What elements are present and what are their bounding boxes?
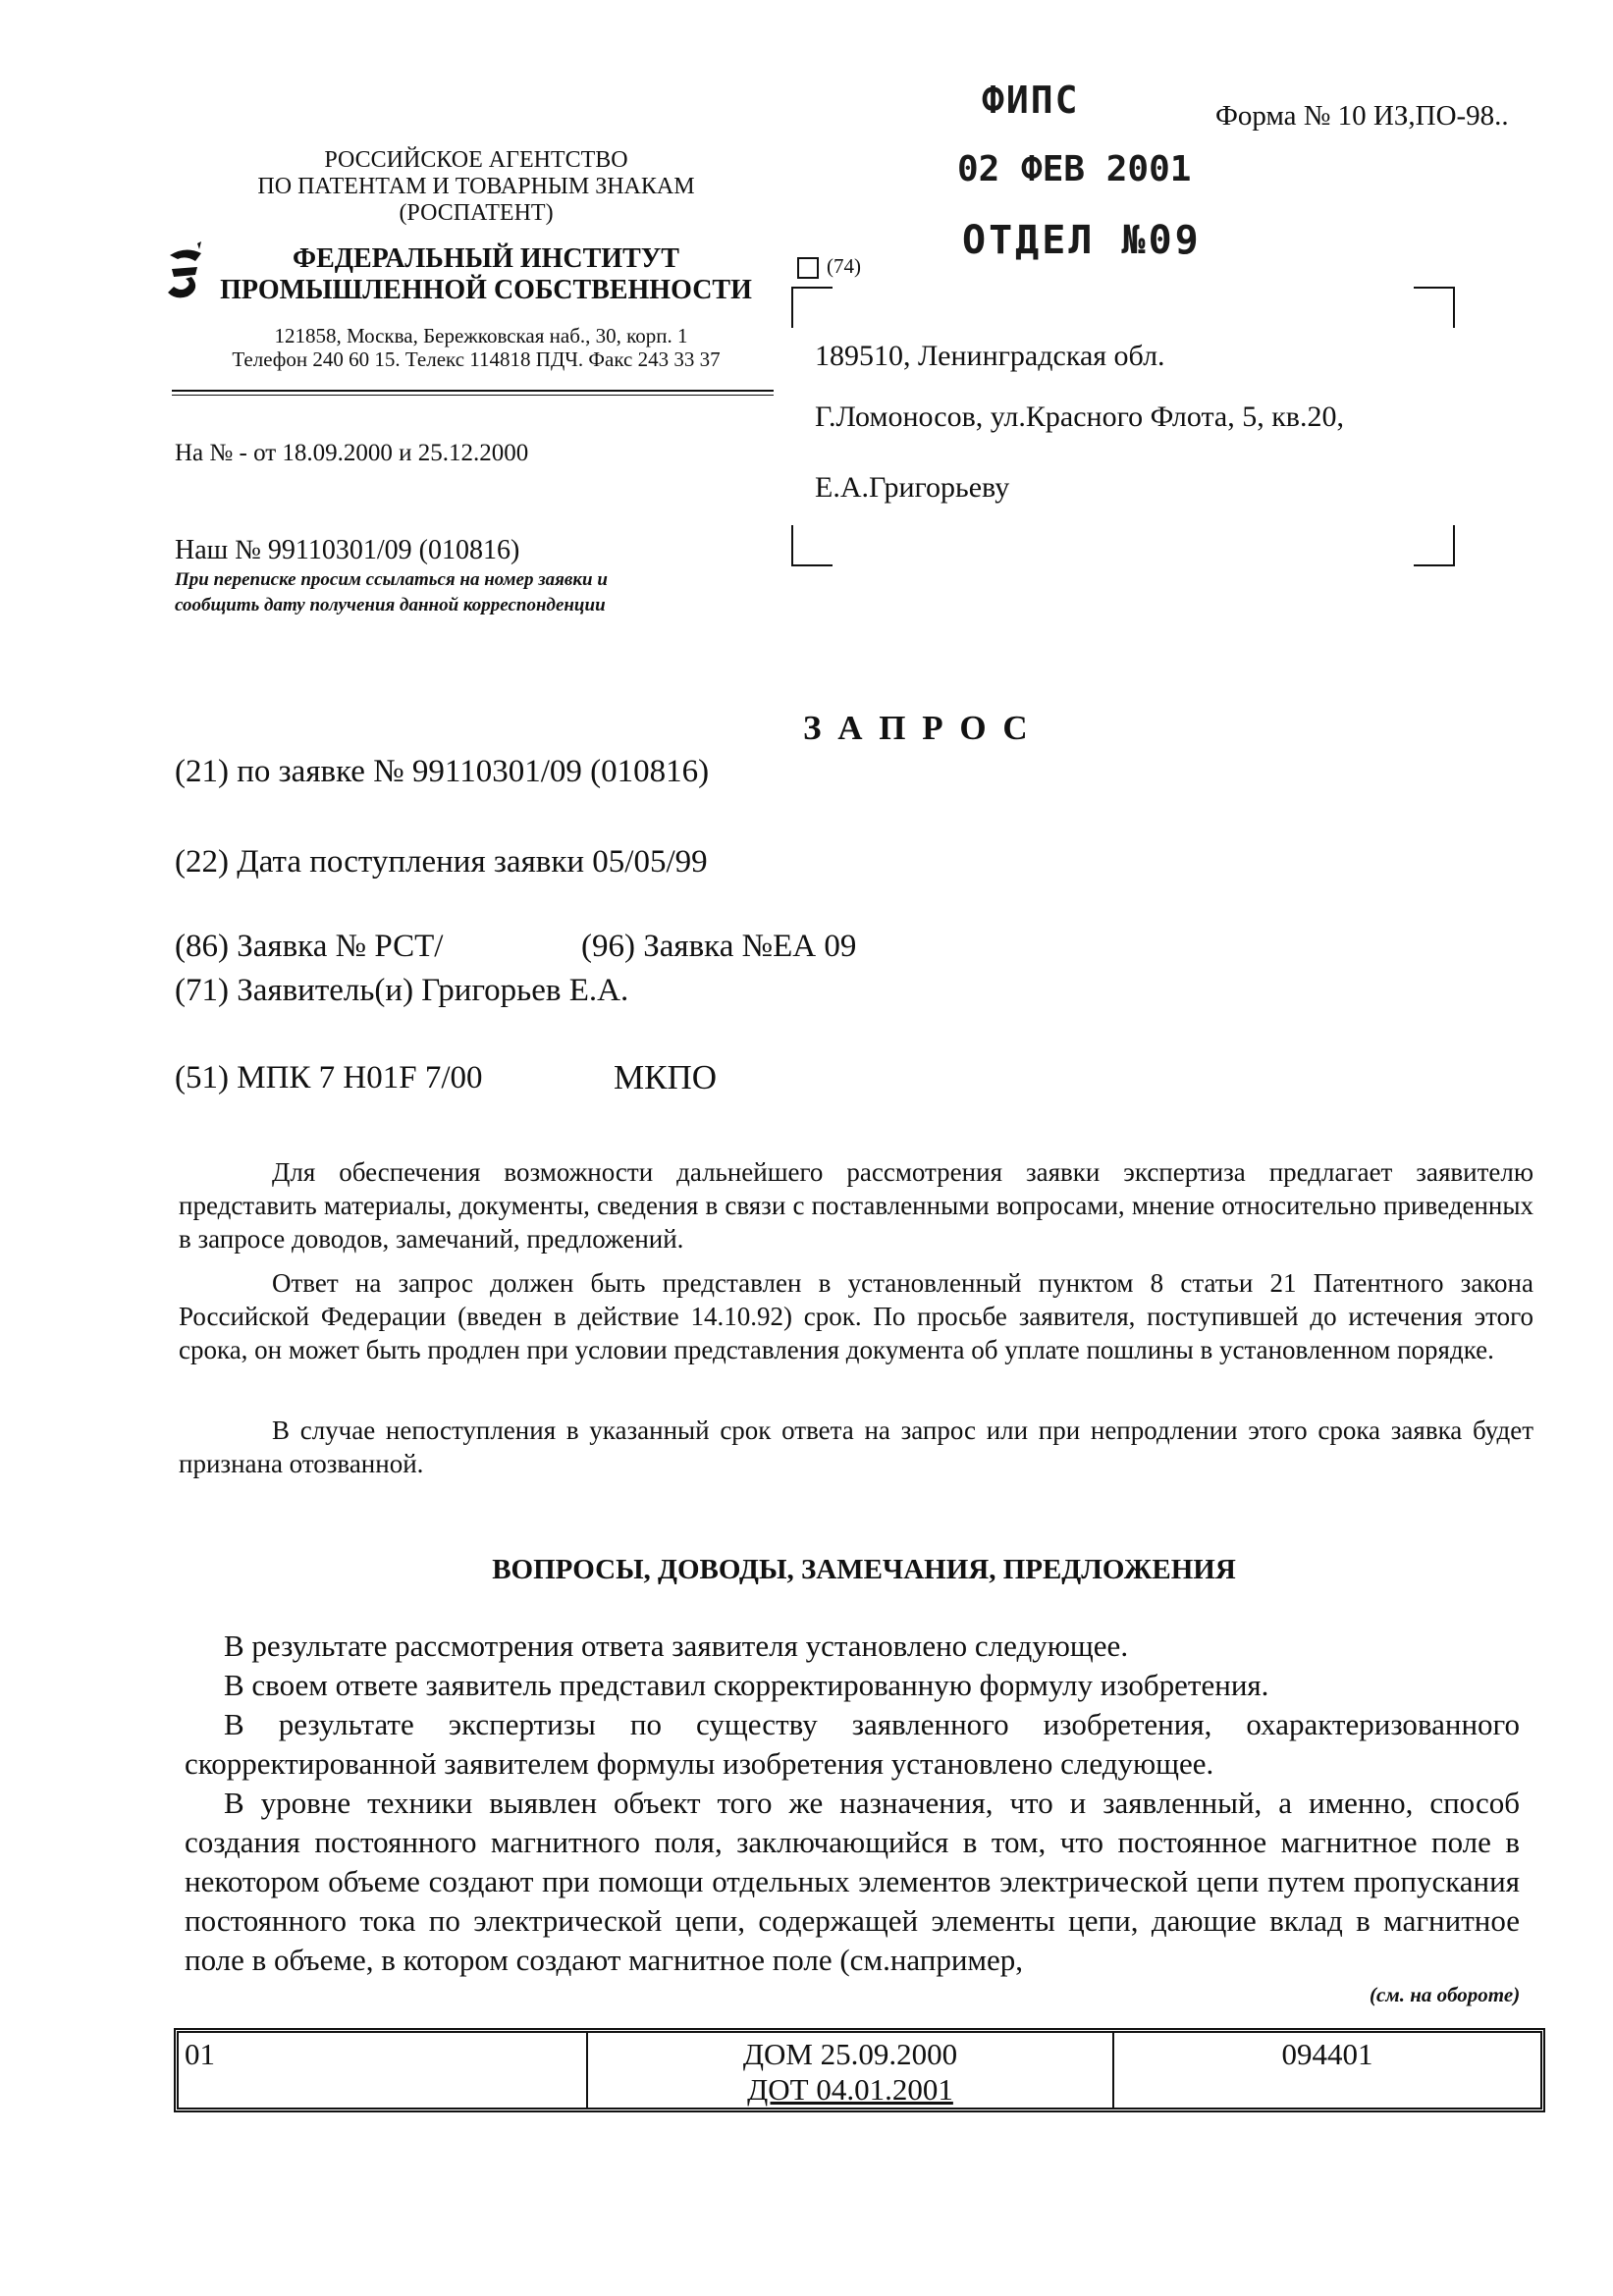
footer-cell-dates	[588, 2033, 1114, 2108]
body-paragraph-4	[185, 1784, 1520, 1980]
corner-top-right	[1414, 287, 1455, 328]
institute-address: 121858, Москва, Бережковская наб., 30, корп. 1	[274, 324, 688, 347]
paragraph-2	[179, 1266, 1533, 1366]
body-paragraph-3	[185, 1705, 1520, 1784]
institute-line-2: ПРОМЫШЛЕННОЙ СОБСТВЕННОСТИ	[220, 275, 752, 305]
paragraph-3	[179, 1414, 1533, 1480]
institute-logo	[162, 241, 209, 302]
recipient-line-3: Е.А.Григорьеву	[815, 471, 1010, 504]
stamp-department: ОТДЕЛ №09	[962, 218, 1202, 263]
recipient-line-2: Г.Ломоносов, ул.Красного Флота, 5, кв.20,	[815, 400, 1344, 433]
body-paragraph-2-text: В своем ответе заявитель представил скорректированную формулу изобретения.	[224, 1668, 1269, 1702]
body-paragraph-1	[185, 1627, 1520, 1666]
their-reference: На № - от 18.09.2000 и 25.12.2000	[175, 440, 529, 466]
continued-note: (см. на обороте)	[1370, 1983, 1521, 2006]
paragraph-1	[179, 1155, 1533, 1255]
corner-top-left	[791, 287, 833, 328]
field-86: (86) Заявка № РСТ/	[175, 929, 444, 964]
our-reference: Наш № 99110301/09 (010816)	[175, 535, 520, 565]
body-paragraph-4-text: В уровне техники выявлен объект того же назначения, что и заявленный, а именно, способ создания постоянного магнитного поля, заключающийся в том, что постоянное магнитное поле в некотором объеме создают при помощи отдельных элементов электрической цепи путем пропускания постоянного тока по электрической цепи, содержащей элементы цепи, дающие вклад в магнитное поле в объеме, в котором создают магнитное поле (см.например,	[185, 1786, 1520, 1977]
footer-cell-code: 01	[179, 2033, 588, 2108]
institute-name	[211, 243, 761, 306]
field-51: (51) МПК 7 H01F 7/00	[175, 1060, 483, 1095]
paragraph-1-text: Для обеспечения возможности дальнейшего рассмотрения заявки экспертиза предлагает заявителю представить материалы, документы, сведения в связи с поставленными вопросами, мнение относительно приведенных в запросе доводов, замечаний, предложений.	[179, 1157, 1533, 1254]
reference-note-2: сообщить дату получения данной корреспонденции	[175, 595, 606, 615]
agency-line-3: (РОСПАТЕНТ)	[399, 200, 554, 226]
field-96: (96) Заявка №ЕА 09	[581, 929, 857, 964]
body-paragraph-1-text: В результате рассмотрения ответа заявителя установлено следующее.	[224, 1629, 1129, 1663]
recipient-line-1: 189510, Ленинградская обл.	[815, 340, 1165, 372]
footer-date-dom: ДОМ 25.09.2000	[742, 2037, 958, 2071]
institute-line-1: ФЕДЕРАЛЬНЫЙ ИНСТИТУТ	[293, 243, 679, 274]
corner-bottom-left	[791, 525, 833, 566]
body-paragraph-2	[185, 1666, 1520, 1705]
field-71: (71) Заявитель(и) Григорьев Е.А.	[175, 973, 629, 1008]
field-mkpo: МКПО	[614, 1058, 718, 1096]
footer-table	[174, 2028, 1545, 2112]
institute-phones: Телефон 240 60 15. Телекс 114818 ПДЧ. Факс 243 33 37	[232, 347, 721, 371]
paragraph-2-text: Ответ на запрос должен быть представлен в установленный пунктом 8 статьи 21 Патентного закона Российской Федерации (введен в действие 14.10.92) срок. По просьбе заявителя, поступившей до истечения этого срока, он может быть продлен при условии представления документа об уплате пошлины в установленном порядке.	[179, 1268, 1533, 1364]
agency-line-2: ПО ПАТЕНТАМ И ТОВАРНЫМ ЗНАКАМ	[257, 174, 695, 199]
agent-code-label: (74)	[827, 254, 861, 278]
agency-header	[177, 147, 776, 227]
field-22: (22) Дата поступления заявки 05/05/99	[175, 844, 708, 880]
corner-bottom-right	[1414, 525, 1455, 566]
form-number: Форма № 10 ИЗ,ПО-98..	[1215, 100, 1509, 132]
paragraph-3-text: В случае непоступления в указанный срок ответа на запрос или при непродлении этого срока заявка будет признана отозванной.	[179, 1415, 1533, 1478]
agent-checkbox[interactable]	[797, 257, 819, 279]
document-title: З А П Р О С	[803, 709, 1032, 747]
stamp-date: 02 ФЕВ 2001	[957, 149, 1192, 189]
footer-date-dot: ДОТ 04.01.2001	[747, 2072, 953, 2107]
header-divider	[172, 390, 774, 396]
stamp-org: ФИПС	[982, 79, 1080, 122]
body-paragraph-3-text: В результате экспертизы по существу заявленного изобретения, охарактеризованного скорректированной заявителем формулы изобретения установлено следующее.	[185, 1707, 1520, 1781]
reference-note-1: При переписке просим ссылаться на номер заявки и	[175, 569, 608, 590]
section-heading: ВОПРОСЫ, ДОВОДЫ, ЗАМЕЧАНИЯ, ПРЕДЛОЖЕНИЯ	[492, 1554, 1236, 1585]
agency-line-1: РОССИЙСКОЕ АГЕНТСТВО	[324, 147, 628, 173]
field-21: (21) по заявке № 99110301/09 (010816)	[175, 754, 710, 789]
footer-cell-number: 094401	[1281, 2037, 1373, 2071]
